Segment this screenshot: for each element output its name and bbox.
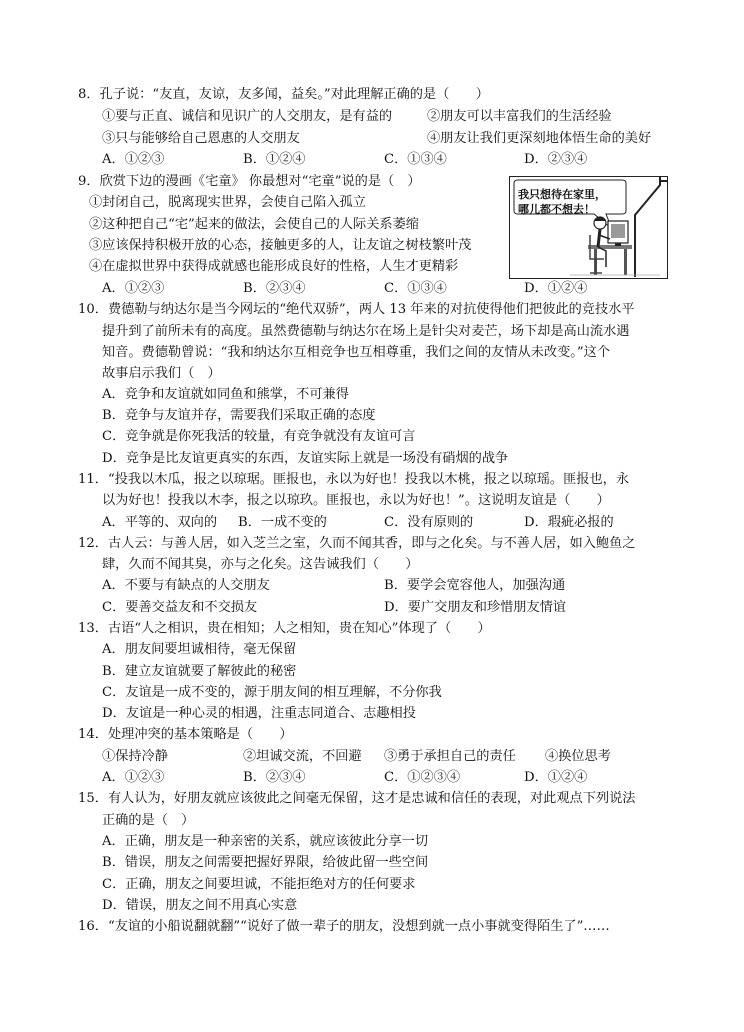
- question-11-option-a: A．平等的、双向的: [102, 515, 218, 530]
- question-10-option-c: C．竞争就是你死我活的较量，有竞争就没有友谊可言: [102, 429, 416, 444]
- cartoon-zhaitong: [509, 176, 668, 279]
- question-14-option-a: A．①②③: [102, 770, 165, 785]
- question-9-option-b: B．②③④: [243, 281, 306, 296]
- question-9-stem: 9．欣赏下边的漫画《宅童》 你最想对“宅童”说的是（ ）: [78, 174, 421, 189]
- question-12-option-c: C．要善交益友和不交损友: [102, 600, 258, 615]
- question-8-item-2: ②朋友可以丰富我们的生活经验: [427, 109, 612, 124]
- question-14-item-1: ①保持冷静: [102, 749, 168, 764]
- question-9-option-c: C．①③④: [384, 281, 447, 296]
- question-13-option-b: B．建立友谊就要了解彼此的秘密: [102, 664, 297, 679]
- question-16-stem: 16．“友谊的小船说翻就翻”“说好了做一辈子的朋友，没想到就一点小事就变得陌生了”……: [78, 919, 610, 934]
- question-12-line-2: 肆，久而不闻其臭，亦与之化矣。这告诫我们（ ）: [102, 557, 419, 572]
- question-9-option-a: A．①②③: [102, 281, 165, 296]
- question-9-item-4: ④在虚拟世界中获得成就感也能形成良好的性格，人生才更精彩: [89, 259, 459, 274]
- question-15-line-1: 15．有人认为，好朋友就应该彼此之间毫无保留，这才是忠诚和信任的表现，对此观点下列说法: [78, 791, 636, 806]
- question-15-option-a: A．正确，朋友是一种亲密的关系，就应该彼此分享一切: [102, 834, 429, 849]
- question-11-line-2: 以为好也！投我以木李，报之以琼玖。匪报也，永以为好也！”。这说明友谊是（ ）: [102, 493, 610, 508]
- question-8-stem: 8．孔子说：“友直，友谅，友多闻，益矣。”对此理解正确的是（ ）: [78, 87, 489, 102]
- question-15-option-d: D．错误，朋友之间不用真心实意: [102, 898, 298, 913]
- question-8-option-a: A．①②③: [102, 152, 165, 167]
- question-12-option-b: B．要学会宽容他人，加强沟通: [384, 578, 566, 593]
- question-15-option-c: C．正确，朋友之间要坦诚，不能拒绝对方的任何要求: [102, 877, 416, 892]
- question-13-option-d: D．友谊是一种心灵的相遇，注重志同道合、志趣相投: [102, 706, 416, 721]
- question-10-option-a: A．竞争和友谊就如同鱼和熊掌，不可兼得: [102, 387, 349, 402]
- question-10-option-d: D．竞争是比友谊更真实的东西，友谊实际上就是一场没有硝烟的战争: [102, 451, 509, 466]
- question-11-option-b: B．一成不变的: [238, 515, 327, 530]
- question-14-stem: 14．处理冲突的基本策略是（ ）: [78, 727, 293, 742]
- question-8-item-1: ①要与正直、诚信和见识广的人交朋友，是有益的: [102, 109, 393, 124]
- question-12-option-d: D．要广交朋友和珍惜朋友情谊: [384, 600, 567, 615]
- question-14-option-d: D．①②④: [524, 770, 588, 785]
- question-9-item-3: ③应该保持积极开放的心态，接触更多的人，让友谊之树枝繁叶茂: [89, 238, 472, 253]
- question-8-option-d: D．②③④: [524, 152, 588, 167]
- question-10-option-b: B．竞争与友谊并存，需要我们采取正确的态度: [102, 408, 376, 423]
- question-9-item-1: ①封闭自己，脱离现实世界，会使自己陷入孤立: [89, 195, 366, 210]
- question-14-option-b: B．②③④: [243, 770, 306, 785]
- question-12-option-a: A．不要与有缺点的人交朋友: [102, 578, 270, 593]
- cartoon-speech-bubble: [518, 187, 606, 217]
- question-11-option-c: C．没有原则的: [384, 515, 474, 530]
- question-10-line-3: 知音。费德勒曾说：“我和纳达尔互相竞争也互相尊重，我们之间的友情从未改变。”这个: [102, 345, 611, 360]
- cartoon-speech-line-2: 哪儿都不想去！: [518, 203, 595, 216]
- question-14-item-2: ②坦诚交流，不回避: [243, 749, 362, 764]
- question-15-option-b: B．错误，朋友之间需要把握好界限，给彼此留一些空间: [102, 855, 429, 870]
- question-13-option-a: A．朋友间要坦诚相待，毫无保留: [102, 642, 297, 657]
- question-10-line-1: 10．费德勒与纳达尔是当今网坛的“绝代双骄”，两人 13 年来的对抗使得他们把彼此的竞技水平: [78, 302, 635, 317]
- question-11-option-d: D．瑕疵必报的: [524, 515, 614, 530]
- question-8-item-4: ④朋友让我们更深刻地体悟生命的美好: [427, 131, 652, 146]
- question-10-line-2: 提升到了前所未有的高度。虽然费德勒与纳达尔在场上是针尖对麦芒，场下却是高山流水遇: [102, 324, 630, 339]
- cartoon-speech-line-1: 我只想待在家里，: [518, 188, 606, 201]
- question-9-item-2: ②这种把自己“宅”起来的做法，会使自己的人际关系萎缩: [89, 217, 419, 232]
- question-14-option-c: C．①②③④: [384, 770, 461, 785]
- question-8-option-c: C．①③④: [384, 152, 447, 167]
- question-15-line-2: 正确的是（ ）: [102, 813, 195, 828]
- question-13-option-c: C．友谊是一成不变的，源于朋友间的相互理解，不分你我: [102, 685, 442, 700]
- question-8-item-3: ③只与能够给自己恩惠的人交朋友: [102, 131, 300, 146]
- question-10-line-4: 故事启示我们（ ）: [102, 366, 221, 381]
- question-8-option-b: B．①②④: [243, 152, 306, 167]
- question-12-line-1: 12．古人云：与善人居，如入芝兰之室，久而不闻其香，即与之化矣。与不善人居，如入鲍鱼之: [78, 536, 636, 551]
- question-14-item-3: ③勇于承担自己的责任: [384, 749, 516, 764]
- question-13-stem: 13．古语“人之相识，贵在相知；人之相知，贵在知心”体现了（ ）: [78, 621, 491, 636]
- question-14-item-4: ④换位思考: [545, 749, 611, 764]
- question-9-option-d: D．①②④: [524, 281, 588, 296]
- question-11-line-1: 11．“投我以木瓜，报之以琼琚。匪报也，永以为好也！投我以木桃，报之以琼瑶。匪报也，永: [78, 472, 630, 487]
